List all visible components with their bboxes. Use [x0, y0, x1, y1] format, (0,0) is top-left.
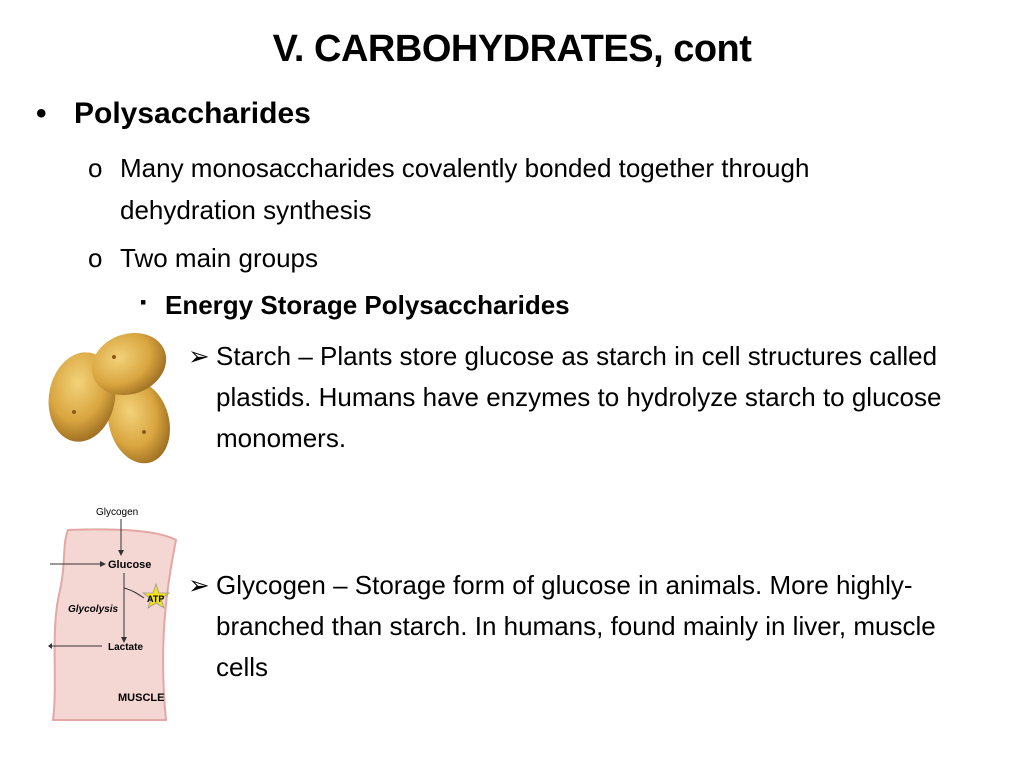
potato-image: [44, 322, 179, 467]
bullet-glycogen: Glycogen – Storage form of glucose in animals. More highly-branched than starch. In humans, found mainly in liver, muscle cells: [216, 570, 936, 682]
muscle-label: MUSCLE: [118, 692, 165, 704]
glycogen-label: Glycogen: [96, 507, 139, 518]
glucose-label: Glucose: [108, 559, 152, 571]
sub-bullet-marker: o: [88, 153, 103, 183]
slide-title: V. CARBOHYDRATES, cont: [272, 28, 752, 70]
atp-label: ATP: [147, 594, 165, 604]
arrow-head: [48, 643, 52, 649]
muscle-glycogen-diagram: [48, 500, 183, 722]
bullet-starch: Starch – Plants store glucose as starch in cell structures called plastids. Humans have enzymes to hydrolyze starch to glucose monomers.: [216, 341, 942, 453]
sub-bullet-marker: o: [88, 243, 103, 273]
bullet-two-main-groups: Two main groups: [120, 243, 318, 273]
glycolysis-label: Glycolysis: [68, 604, 119, 615]
bullet-marker: •: [36, 97, 47, 130]
arrow-bullet-marker: ➢: [188, 341, 210, 371]
bullet-monosaccharides: Many monosaccharides covalently bonded together through dehydration synthesis: [120, 153, 810, 225]
lactate-label: Lactate: [108, 642, 144, 653]
arrow-bullet-marker: ➢: [188, 570, 210, 600]
heading-energy-storage: Energy Storage Polysaccharides: [165, 290, 570, 320]
square-bullet-marker: ▪: [140, 292, 147, 312]
heading-polysaccharides: Polysaccharides: [74, 97, 311, 130]
